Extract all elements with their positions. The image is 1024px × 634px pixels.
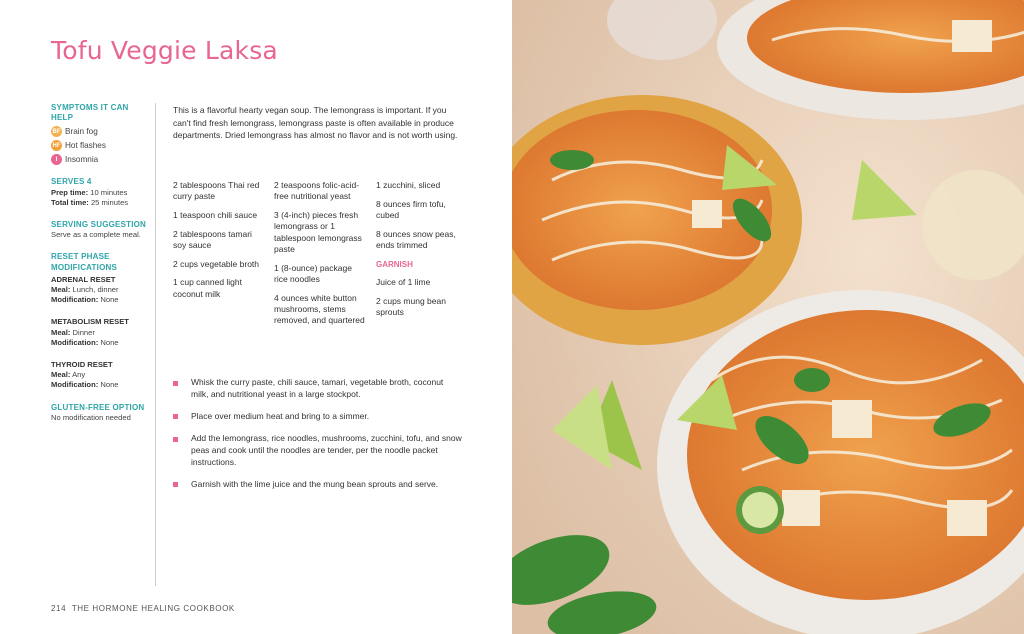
reset-name: METABOLISM RESET xyxy=(51,317,129,327)
gluten-free-heading: GLUTEN-FREE OPTION xyxy=(51,402,145,412)
reset-heading-2: MODIFICATIONS xyxy=(51,262,118,272)
step-text: Place over medium heat and bring to a simmer. xyxy=(191,410,370,421)
garnish-ingredient: 2 cups mung bean sprouts xyxy=(376,295,446,317)
ingredient: 2 teaspoons folic-acid-free nutritional yeast xyxy=(274,180,360,202)
ingredient: 2 tablespoons tamari soy sauce xyxy=(173,228,252,250)
gluten-free-text: No modification needed xyxy=(51,412,131,422)
serves-block xyxy=(51,177,151,208)
modification-value: None xyxy=(98,337,119,347)
reset-name: THYROID RESET xyxy=(51,360,113,370)
recipe-title: Tofu Veggie Laksa xyxy=(51,36,278,65)
brain-fog-badge-icon: BF xyxy=(51,126,62,137)
prep-time-label: Prep time: xyxy=(51,187,89,197)
garnish-ingredient: Juice of 1 lime xyxy=(376,276,431,287)
recipe-steps xyxy=(173,377,463,501)
modification-label: Modification: xyxy=(51,337,99,347)
meal-label: Meal: xyxy=(51,370,71,380)
prep-time-value: 10 minutes xyxy=(88,187,128,197)
ingredient: 4 ounces white button mushrooms, stems removed, and quartered xyxy=(274,292,365,326)
ingredient: 1 zucchini, sliced xyxy=(376,180,441,190)
serves-heading: SERVES 4 xyxy=(51,177,92,187)
recipe-step xyxy=(173,411,463,423)
reset-block xyxy=(51,252,151,272)
thyroid-reset xyxy=(51,360,151,391)
meal-label: Meal: xyxy=(51,285,71,295)
ingredient: 1 teaspoon chili sauce xyxy=(173,209,258,220)
insomnia-badge-icon: I xyxy=(51,154,62,165)
modification-value: None xyxy=(98,295,119,305)
meal-value: Dinner xyxy=(70,327,95,337)
ingredient: 1 (8-ounce) package rice noodles xyxy=(274,262,352,284)
ingredients-column-3 xyxy=(376,180,468,326)
book-title: THE HORMONE HEALING COOKBOOK xyxy=(71,604,235,613)
ingredient: 2 tablespoons Thai red curry paste xyxy=(173,180,260,202)
symptom-item xyxy=(51,126,151,137)
modification-label: Modification: xyxy=(51,380,99,390)
step-text: Add the lemongrass, rice noodles, mushrooms, zucchini, tofu, and snow peas and cook until the noodles are tender, per the noodle packet instructions. xyxy=(191,433,462,467)
serving-heading: SERVING SUGGESTION xyxy=(51,220,147,230)
symptom-label: Insomnia xyxy=(65,154,99,164)
recipe-step xyxy=(173,377,463,400)
laksa-bowls-illustration xyxy=(512,0,1024,634)
symptom-item xyxy=(51,140,151,151)
recipe-step xyxy=(173,433,463,468)
square-bullet-icon xyxy=(173,381,178,386)
serving-text: Serve as a complete meal. xyxy=(51,230,141,240)
square-bullet-icon xyxy=(173,414,178,419)
metabolism-reset xyxy=(51,317,151,348)
page-footer xyxy=(51,604,235,613)
meal-value: Lunch, dinner xyxy=(70,285,119,295)
recipe-intro: This is a flavorful hearty vegan soup. The lemongrass is important. If you can't find fresh lemongrass, lemongrass paste is often available in produce departments. Dried lemongrass has almost no flavor and is not worth using. xyxy=(173,105,458,141)
symptoms-heading: SYMPTOMS IT CAN HELP xyxy=(51,103,129,123)
gluten-free-block xyxy=(51,403,151,423)
page-number: 214 xyxy=(51,604,67,613)
food-photo xyxy=(512,0,1024,634)
square-bullet-icon xyxy=(173,437,178,442)
reset-heading: RESET PHASE xyxy=(51,252,110,262)
total-time-value: 25 minutes xyxy=(88,197,129,207)
ingredient: 8 ounces firm tofu, cubed xyxy=(376,198,446,220)
ingredient: 3 (4-inch) pieces fresh lemongrass or 1 tablespoon lemongrass paste xyxy=(274,209,362,254)
symptoms-block xyxy=(51,103,151,165)
ingredients-column-2 xyxy=(274,180,366,334)
garnish-heading: GARNISH xyxy=(376,259,413,269)
reset-name: ADRENAL RESET xyxy=(51,274,116,284)
column-divider xyxy=(155,103,156,586)
symptom-label: Hot flashes xyxy=(65,140,106,150)
recipe-step xyxy=(173,479,463,491)
hot-flashes-badge-icon: HF xyxy=(51,140,62,151)
symptom-item xyxy=(51,154,151,165)
ingredient: 2 cups vegetable broth xyxy=(173,258,260,269)
square-bullet-icon xyxy=(173,482,178,487)
total-time-label: Total time: xyxy=(51,197,89,207)
recipe-sidebar xyxy=(51,103,151,435)
symptom-label: Brain fog xyxy=(65,126,98,136)
ingredients-column-1 xyxy=(173,180,265,307)
meal-value: Any xyxy=(70,370,86,380)
ingredient: 1 cup canned light coconut milk xyxy=(173,277,242,299)
adrenal-reset xyxy=(51,275,151,306)
step-text: Garnish with the lime juice and the mung bean sprouts and serve. xyxy=(191,478,439,489)
modification-label: Modification: xyxy=(51,295,99,305)
step-text: Whisk the curry paste, chili sauce, tamari, vegetable broth, coconut milk, and nutritional yeast in a large stockpot. xyxy=(191,377,444,399)
meal-label: Meal: xyxy=(51,327,71,337)
ingredient: 8 ounces snow peas, ends trimmed xyxy=(376,228,456,250)
serving-block xyxy=(51,220,151,240)
modification-value: None xyxy=(98,380,119,390)
